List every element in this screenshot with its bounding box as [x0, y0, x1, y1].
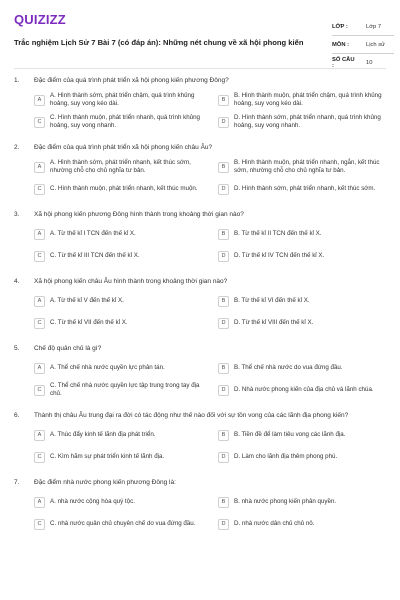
option-letter-box: B — [218, 95, 229, 106]
question-text: Xã hội phong kiến phương Đông hình thành trong khoảng thời gian nào? — [34, 211, 244, 218]
option-text: A. Thúc đẩy kinh tế lãnh địa phát triển. — [50, 431, 156, 438]
answer-option-d[interactable] — [218, 181, 394, 197]
option-text: C. Hình thành muộn, phát triển nhanh, quá trình khủng hoảng, suy vong nhanh. — [50, 114, 200, 129]
question-header — [14, 76, 386, 85]
option-text: A. nhà nước cộng hòa quý tộc. — [50, 498, 135, 505]
option-text: B. Từ thế kỉ VI đến thế kỉ X. — [234, 297, 310, 304]
answer-options — [34, 360, 386, 398]
option-text: C. Kìm hãm sự phát triển kinh tế lãnh địa. — [50, 453, 165, 460]
question-2 — [14, 143, 386, 197]
answer-option-c[interactable] — [34, 315, 210, 331]
meta-table — [332, 18, 394, 72]
option-letter-box: A — [34, 497, 45, 508]
question-number: 6. — [14, 412, 20, 419]
option-letter-box: D — [218, 251, 229, 262]
option-text: D. nhà nước dân chủ chủ nô. — [234, 520, 315, 527]
option-text: D. Từ thế kỉ VIII đến thế kỉ X. — [234, 319, 314, 326]
answer-option-c[interactable] — [34, 516, 210, 532]
option-letter-box: C — [34, 385, 45, 396]
option-letter-box: A — [34, 430, 45, 441]
option-letter-box: B — [218, 162, 229, 173]
answer-option-a[interactable] — [34, 293, 210, 309]
option-letter-box: C — [34, 318, 45, 329]
worksheet-header — [14, 10, 386, 69]
option-letter-box: C — [34, 519, 45, 530]
option-letter-box: D — [218, 452, 229, 463]
option-letter-box: D — [218, 184, 229, 195]
answer-option-a[interactable] — [34, 226, 210, 242]
question-number: 3. — [14, 211, 20, 218]
option-letter-box: C — [34, 251, 45, 262]
answer-option-b[interactable] — [218, 226, 394, 242]
option-letter-box: A — [34, 229, 45, 240]
answer-option-c[interactable] — [34, 181, 210, 197]
answer-options — [34, 159, 386, 197]
answer-option-a[interactable] — [34, 92, 210, 108]
question-4 — [14, 277, 386, 331]
answer-option-c[interactable] — [34, 248, 210, 264]
answer-option-c[interactable] — [34, 114, 210, 130]
question-text: Đặc điểm của quá trình phát triển xã hội phong kiến châu Âu? — [34, 144, 213, 151]
option-text: B. Tiền đề để làm tiêu vong các lãnh địa. — [234, 431, 346, 438]
option-letter-box: A — [34, 296, 45, 307]
option-text: C. Hình thành muộn, phát triển nhanh, kết thúc muộn. — [50, 185, 198, 192]
question-header — [14, 344, 386, 353]
answer-option-d[interactable] — [218, 516, 394, 532]
meta-label: MÔN : — [332, 41, 350, 48]
answer-option-d[interactable] — [218, 248, 394, 264]
option-text: B. Hình thành muộn, phát triển nhanh, ngắn, kết thúc sớm, nhường chỗ cho chủ nghĩa tư bản. — [234, 159, 380, 174]
answer-option-a[interactable] — [34, 427, 210, 443]
question-header — [14, 210, 386, 219]
option-letter-box: B — [218, 229, 229, 240]
option-text: A. Hình thành sớm, phát triển chậm, quá trình khủng hoảng, suy vong kéo dài. — [50, 92, 195, 107]
question-text: Thành thị châu Âu trung đại ra đời có tác động như thế nào đối với sự tồn vong của các lãnh địa phong kiến? — [34, 412, 349, 419]
option-letter-box: D — [218, 318, 229, 329]
answer-option-b[interactable] — [218, 293, 394, 309]
option-text: C. nhà nước quân chủ chuyên chế do vua đứng đầu. — [50, 520, 196, 527]
option-text: C. Từ thế kỉ III TCN đến thế kỉ X. — [50, 252, 140, 259]
option-letter-box: C — [34, 117, 45, 128]
option-text: D. Làm cho lãnh địa thêm phong phú. — [234, 453, 338, 460]
answer-option-c[interactable] — [34, 382, 210, 398]
question-header — [14, 478, 386, 487]
meta-value: Lớp 7 — [366, 23, 382, 30]
answer-option-b[interactable] — [218, 159, 394, 175]
answer-options — [34, 494, 386, 532]
header-divider — [14, 68, 386, 69]
option-text: D. Từ thế kỉ IV TCN đến thế kỉ X. — [234, 252, 325, 259]
option-letter-box: B — [218, 430, 229, 441]
option-letter-box: B — [218, 296, 229, 307]
question-1 — [14, 76, 386, 130]
answer-options — [34, 226, 386, 264]
option-text: D. Hình thành sớm, phát triển nhanh, kết thúc sớm. — [234, 185, 376, 192]
option-letter-box: A — [34, 363, 45, 374]
worksheet-title: Trắc nghiệm Lịch Sử 7 Bài 7 (có đáp án): Những nét chung về xã hội phong kiến — [14, 38, 304, 47]
answer-option-a[interactable] — [34, 494, 210, 510]
option-letter-box: D — [218, 385, 229, 396]
option-text: B. Hình thành muộn, phát triển chậm, quá trình khủng hoảng, suy vong kéo dài. — [234, 92, 382, 107]
answer-option-d[interactable] — [218, 449, 394, 465]
answer-option-d[interactable] — [218, 114, 394, 130]
answer-options — [34, 92, 386, 130]
option-text: A. Từ thế kỉ I TCN đến thế kỉ X. — [50, 230, 136, 237]
question-5 — [14, 344, 386, 398]
question-header — [14, 143, 386, 152]
question-6 — [14, 411, 386, 465]
quizizz-logo: QUIZIZZ — [14, 12, 66, 27]
option-letter-box: B — [218, 363, 229, 374]
answer-option-b[interactable] — [218, 427, 394, 443]
question-header — [14, 277, 386, 286]
question-text: Đặc điểm nhà nước phong kiến phương Đông là: — [34, 479, 176, 486]
meta-row-class — [332, 18, 394, 36]
option-letter-box: C — [34, 184, 45, 195]
answer-option-a[interactable] — [34, 360, 210, 376]
question-header — [14, 411, 386, 420]
option-text: C. Thể chế nhà nước quyền lực tập trung trong tay địa chủ. — [50, 382, 200, 397]
option-text: A. Thể chế nhà nước quyền lực phân tán. — [50, 364, 165, 371]
question-3 — [14, 210, 386, 264]
option-text: C. Từ thế kỉ VII đến thế kỉ X. — [50, 319, 128, 326]
meta-value: Lịch sử — [366, 41, 386, 48]
option-text: D. Hình thành sớm, phát triển nhanh, quá trình khủng hoảng, suy vong nhanh. — [234, 114, 381, 129]
option-letter-box: A — [34, 95, 45, 106]
question-7 — [14, 478, 386, 532]
answer-option-b[interactable] — [218, 494, 394, 510]
meta-label: SỐ CÂU : — [332, 57, 355, 69]
question-number: 5. — [14, 345, 20, 352]
option-letter-box: C — [34, 452, 45, 463]
answer-option-d[interactable] — [218, 315, 394, 331]
question-text: Đặc điểm của quá trình phát triển xã hội phong kiến phương Đông? — [34, 77, 229, 84]
question-list — [14, 76, 386, 545]
question-number: 1. — [14, 77, 20, 84]
meta-row-subject — [332, 36, 394, 54]
meta-row-count — [332, 54, 394, 72]
option-text: A. Hình thành sớm, phát triển nhanh, kết thúc sớm, nhường chỗ cho chủ nghĩa tư bản. — [50, 159, 191, 174]
question-number: 2. — [14, 144, 20, 151]
question-text: Xã hội phong kiến châu Âu hình thành trong khoảng thời gian nào? — [34, 278, 228, 285]
option-text: B. nhà nước phong kiến phân quyền. — [234, 498, 337, 505]
meta-label: LỚP : — [332, 23, 348, 30]
answer-option-b[interactable] — [218, 360, 394, 376]
option-text: D. Nhà nước phong kiến của địa chủ và lãnh chúa. — [234, 386, 374, 393]
answer-option-b[interactable] — [218, 92, 394, 108]
question-number: 4. — [14, 278, 20, 285]
option-text: A. Từ thế kỉ V đến thế kỉ X. — [50, 297, 124, 304]
answer-options — [34, 293, 386, 331]
option-letter-box: A — [34, 162, 45, 173]
answer-option-a[interactable] — [34, 159, 210, 175]
option-letter-box: B — [218, 497, 229, 508]
question-number: 7. — [14, 479, 20, 486]
option-letter-box: D — [218, 519, 229, 530]
answer-option-c[interactable] — [34, 449, 210, 465]
option-letter-box: D — [218, 117, 229, 128]
answer-options — [34, 427, 386, 465]
question-text: Chế độ quân chủ là gì? — [34, 345, 102, 352]
meta-value: 10 — [366, 60, 373, 66]
option-text: B. Thể chế nhà nước do vua đứng đầu. — [234, 364, 343, 371]
answer-option-d[interactable] — [218, 382, 394, 398]
option-text: B. Từ thế kỉ II TCN đến thế kỉ X. — [234, 230, 322, 237]
